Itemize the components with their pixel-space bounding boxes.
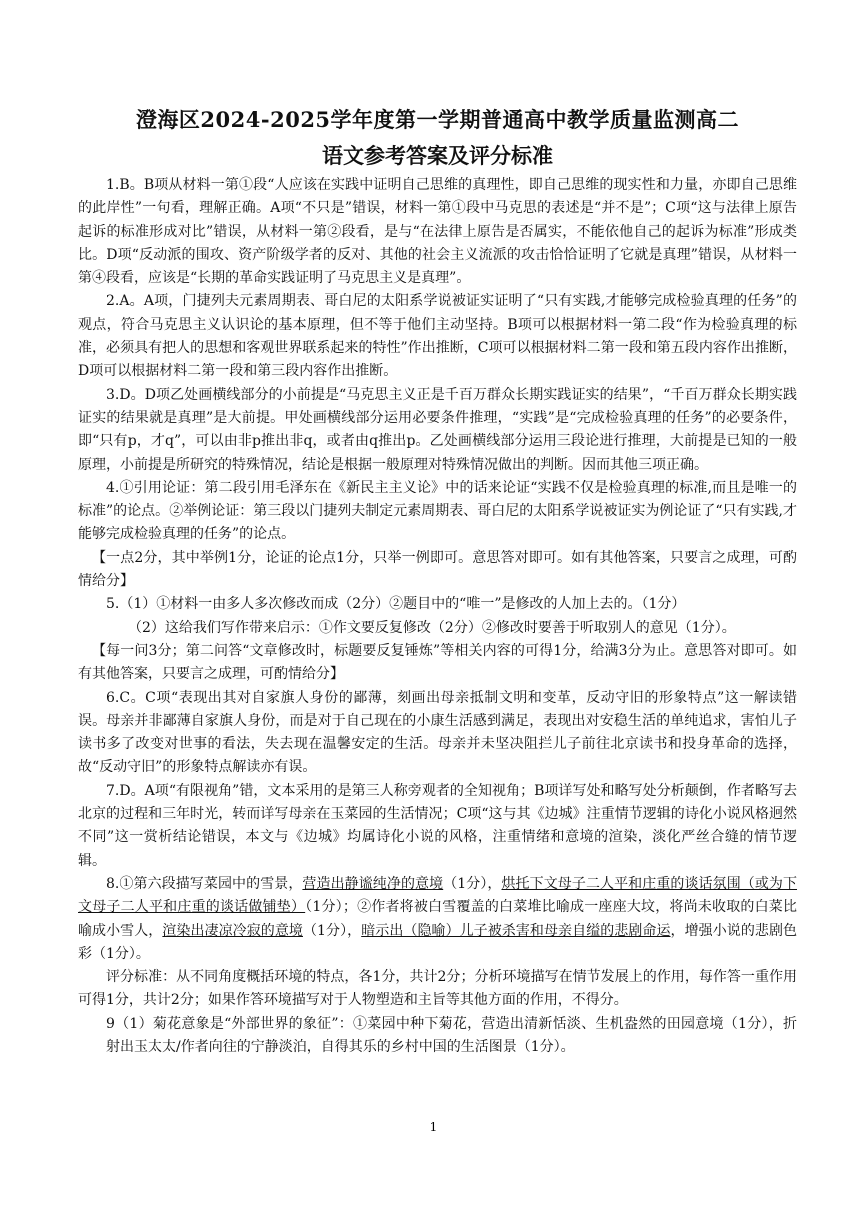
answer-8-underline-4: 暗示出（隐喻）儿子被杀害和母亲自缢的悲剧命运 [361, 922, 671, 939]
answer-1: 1.B。B项从材料一第①段“人应该在实践中证明自己思维的真理性，即自己思维的现实性和力量，亦即自己思维的此岸性”一句看，理解正确。A项“不只是”错误，材料一第①段中马克思的表述是“并不是”；C项“这与法律上原告起诉的标准形成对比”错误，从材料一第②段看，是与“在法律上原告是否属实，不能依他自己的起诉为标准”形成类比。D项“反动派的围攻、资产阶级学者的反对、其他的社会主义流派的攻击恰恰证明了它就是真理”错误，从材料一第④段看，应该是“长期的革命实践证明了马克思主义是真理”。 [78, 177, 797, 287]
answer-8-text-4: （1分）， [302, 922, 362, 939]
page-subtitle: 语文参考答案及评分标准 [322, 143, 553, 168]
answer-3: 3.D。D项乙处画横线部分的小前提是“马克思主义正是千百万群众长期实践证实的结果”，“千百万群众长期实践证实的结果就是真理”是大前提。甲处画横线部分运用必要条件推理，“实践”是“完成检验真理的任务”的必要条件，即“只有p，才q”，可以由非p推出非q，或者由q推出p。乙处画横线部分运用三段论进行推理，大前提是已知的一般原理，小前提是所研究的特殊情况，结论是根据一般原理对特殊情况做出的判断。因而其他三项正确。 [78, 386, 797, 473]
answer-2: 2.A。A项，门捷列夫元素周期表、哥白尼的太阳系学说被证实证明了“只有实践,才能够完成检验真理的任务”的观点，符合马克思主义认识论的基本原理，但不等于他们主动坚持。B项可以根据材料一第二段“作为检验真理的标准，必须具有把人的思想和客观世界联系起来的特性”作出推断，C项可以根据材料二第一段和第五段内容作出推断，D项可以根据材料二第一段和第三段内容作出推断。 [78, 293, 797, 380]
answer-8-scoring-note: 评分标准：从不同角度概括环境的特点，各1分，共计2分；分析环境描写在情节发展上的作用，每作答一重作用可得1分，共计2分；如果作答环境描写对于人物塑造和主旨等其他方面的作用，不得分。 [78, 969, 797, 1009]
answer-4-scoring-note: 【一点2分，其中举例1分，论证的论点1分，只举一例即可。意思答对即可。如有其他答案，只要言之成理，可酌情给分】 [78, 549, 797, 590]
answer-8 [78, 873, 797, 966]
answer-8-underline-3: 渲染出凄凉冷寂的意境 [162, 922, 303, 939]
page-title: 澄海区2024-2025学年度第一学期普通高中教学质量监测高二 [135, 107, 740, 132]
answer-6: 6.C。C项“表现出其对自家旗人身份的鄙薄，刻画出母亲抵制文明和变革，反动守旧的形象特点”这一解读错误。母亲并非鄙薄自家旗人身份，而是对于自己现在的小康生活感到满足，表现出对安稳生活的单纯追求，害怕儿子读书多了改变对世事的看法，失去现在温馨安定的生活。母亲并未坚决阻拦儿子前往北京读书和投身革命的选择，故“反动守旧”的形象特点解读亦有误。 [78, 689, 797, 776]
answer-9: 9（1）菊花意象是“外部世界的象征”：①菜园中种下菊花，营造出清新恬淡、生机盎然的田园意境（1分），折射出玉太太/作者向往的宁静淡泊，自得其乐的乡村中国的生活图景（1分）。 [106, 1015, 797, 1055]
answer-5-scoring-note: 【每一问3分；第二问答“文章修改时，标题要反复锤炼”等相关内容的可得1分，给满3分为止。意思答对即可。如有其他答案，只要言之成理，可酌情给分】 [78, 642, 797, 683]
answer-8-text-2: （1分）， [443, 875, 502, 892]
answer-4: 4.①引用论证：第二段引用毛泽东在《新民主主义论》中的话来论证“实践不仅是检验真理的标准,而且是唯一的标准”的论点。②举例论证：第三段以门捷列夫制定元素周期表、哥白尼的太阳系学说被证实为例论证了“只有实践,才能够完成检验真理的任务”的论点。 [78, 479, 797, 543]
answer-8-text-3: （1分）；②作者将被白雪覆盖的白菜堆比喻成一座座大坟，将尚未收取的白菜比喻成小雪人， [78, 899, 798, 939]
answer-8-text-1: 8.①第六段描写菜园中的雪景， [106, 875, 303, 892]
answer-5-part-1: 5.（1）①材料一由多人多次修改而成（2分）②题目中的“唯一”是修改的人加上去的。（1分） [106, 596, 686, 613]
answer-8-text-5: ，增强小说的悲剧色彩（1分）。 [78, 922, 798, 962]
page-number: 1 [429, 1120, 438, 1134]
answer-8-underline-2: 烘托下文母子二人平和庄重的谈话氛围（或为下文母子二人平和庄重的谈话做铺垫） [78, 875, 798, 916]
answer-7: 7.D。A项“有限视角”错，文本采用的是第三人称旁观者的全知视角；B项详写处和略写处分析颠倒，作者略写去北京的过程和三年时光，转而详写母亲在玉菜园的生活情况；C项“这与其《边城》注重情节逻辑的诗化小说风格迥然不同”这一赏析结论错误，本文与《边城》均属诗化小说的风格，注重情绪和意境的渲染，淡化严丝合缝的情节逻辑。 [78, 782, 797, 869]
answer-5-part-2: （2）这给我们写作带来启示：①作文要反复修改（2分）②修改时要善于听取别人的意见（1分）。 [128, 619, 736, 636]
answer-8-underline-1: 营造出静谧纯净的意境 [302, 875, 444, 892]
